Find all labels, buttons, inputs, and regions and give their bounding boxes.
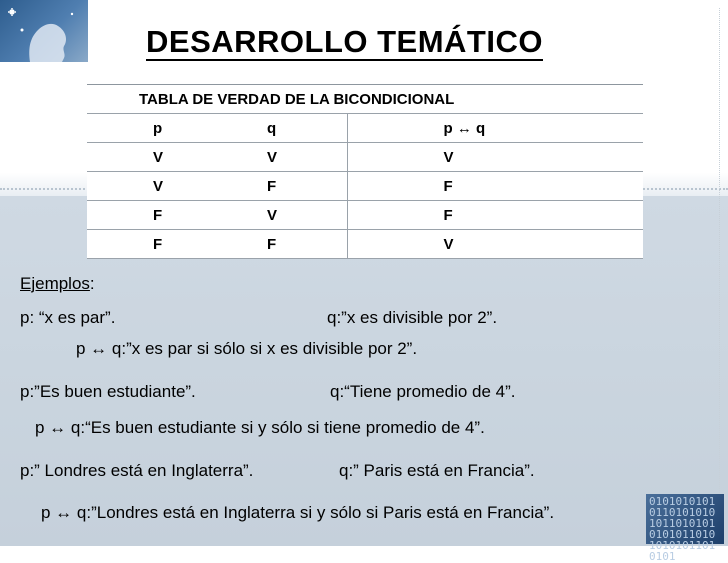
table-caption-row <box>87 85 643 114</box>
header-q: q <box>233 114 347 143</box>
cell-q: V <box>233 201 347 230</box>
table-row <box>87 172 643 201</box>
cell-p: V <box>87 143 233 172</box>
table-header-row <box>87 114 643 143</box>
cell-p: V <box>87 172 233 201</box>
cell-result: F <box>347 201 643 230</box>
profile-head-logo-icon <box>0 0 88 62</box>
examples-heading-text: Ejemplos <box>20 274 90 293</box>
cell-result: V <box>347 230 643 259</box>
table-row <box>87 201 643 230</box>
truth-table <box>87 84 643 259</box>
example1-p: p: “x es par”. <box>20 308 116 327</box>
examples-heading-colon: : <box>89 274 95 293</box>
page-title: DESARROLLO TEMÁTICO <box>146 24 543 59</box>
cell-result: V <box>347 143 643 172</box>
example1-q: q:”x es divisible por 2”. <box>327 308 498 327</box>
table-row <box>87 143 643 172</box>
cell-q: V <box>233 143 347 172</box>
header-p: p <box>87 114 233 143</box>
example3-p: p:” Londres está en Inglaterra”. <box>20 461 254 480</box>
cell-q: F <box>233 172 347 201</box>
cell-q: F <box>233 230 347 259</box>
table-row <box>87 230 643 259</box>
example3-biconditional: p ↔ q:”Londres está en Inglaterra si y sólo si Paris está en Francia”. <box>41 503 555 522</box>
cell-p: F <box>87 230 233 259</box>
example1-biconditional: p ↔ q:”x es par si sólo si x es divisible por 2”. <box>76 339 418 358</box>
cell-result: F <box>347 172 643 201</box>
table-caption: TABLA DE VERDAD DE LA BICONDICIONAL <box>87 85 643 114</box>
example2-q: q:“Tiene promedio de 4”. <box>330 382 516 401</box>
example2-biconditional: p ↔ q:“Es buen estudiante si y sólo si tiene promedio de 4”. <box>35 418 485 437</box>
examples-heading <box>20 274 95 294</box>
binary-code-decoration: 010101010101101010101011010101010101101010101011010101 <box>646 494 724 544</box>
cell-p: F <box>87 201 233 230</box>
right-dotted-rail <box>719 8 720 503</box>
header-biconditional: p ↔ q <box>347 114 643 143</box>
example2-p: p:”Es buen estudiante”. <box>20 382 196 401</box>
example3-q: q:” Paris está en Francia”. <box>339 461 535 480</box>
